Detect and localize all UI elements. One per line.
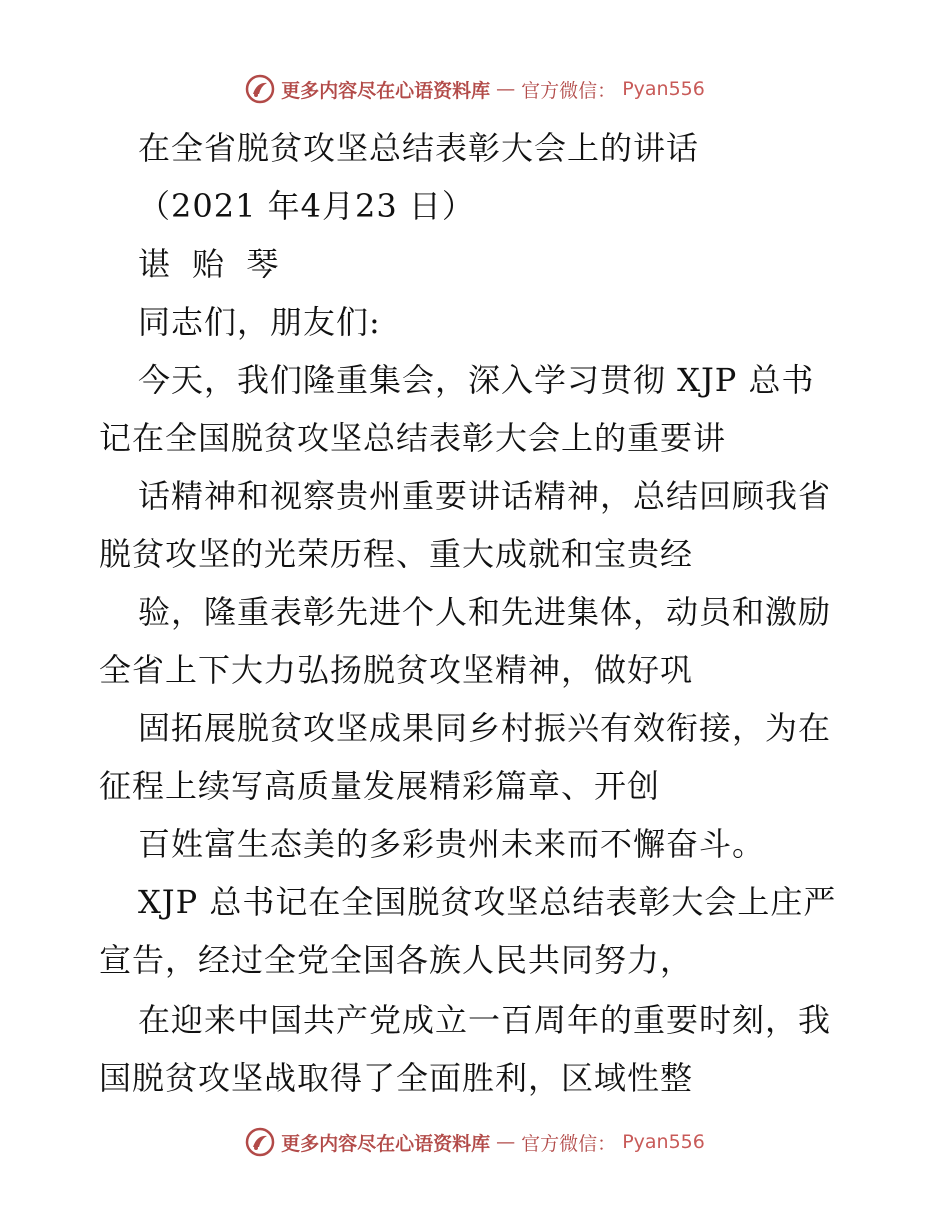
paragraph-line: 国脱贫攻坚战取得了全面胜利，区域性整 <box>99 1059 694 1097</box>
watermark-footer <box>0 1125 950 1159</box>
paragraph-line: 在迎来中国共产党成立一百周年的重要时刻，我 <box>138 1001 832 1039</box>
watermark-wechat-id: Pyan556 <box>622 78 705 100</box>
paragraph-line: 全省上下大力弘扬脱贫攻坚精神，做好巩 <box>99 651 694 689</box>
paragraph-line: 百姓富生态美的多彩贵州未来而不懈奋斗。 <box>138 825 766 863</box>
paragraph-line: 记在全国脱贫攻坚总结表彰大会上的重要讲 <box>99 419 727 457</box>
watermark-wechat-label: 官方微信： <box>521 1132 617 1155</box>
paragraph-line: 固拓展脱贫攻坚成果同乡村振兴有效衔接，为在 <box>138 709 832 747</box>
watermark-text: 更多内容尽在心语资料库 <box>281 79 491 102</box>
paragraph-line: XJP 总书记在全国脱贫攻坚总结表彰大会上庄严 <box>138 883 837 921</box>
watermark-dash: — <box>496 1131 516 1153</box>
brand-logo-icon <box>245 1127 275 1157</box>
watermark-wechat-label: 官方微信： <box>521 79 617 102</box>
brand-logo-icon <box>245 74 275 104</box>
document-date: （2021 年4月23 日） <box>138 187 475 225</box>
paragraph-line: 验，隆重表彰先进个人和先进集体，动员和激励 <box>138 593 832 631</box>
paragraph-line: 今天，我们隆重集会，深入学习贯彻 XJP 总书 <box>138 361 815 399</box>
paragraph-line: 征程上续写高质量发展精彩篇章、开创 <box>99 767 661 805</box>
paragraph-line: 话精神和视察贵州重要讲话精神，总结回顾我省 <box>138 477 832 515</box>
watermark-header <box>0 72 950 106</box>
watermark-wechat-id: Pyan556 <box>622 1131 705 1153</box>
paragraph-line: 脱贫攻坚的光荣历程、重大成就和宝贵经 <box>99 535 694 573</box>
document-title: 在全省脱贫攻坚总结表彰大会上的讲话 <box>138 129 700 167</box>
paragraph-line: 同志们，朋友们: <box>138 303 381 341</box>
watermark-dash: — <box>496 78 516 100</box>
watermark-text: 更多内容尽在心语资料库 <box>281 1132 491 1155</box>
paragraph-line: 宣告，经过全党全国各族人民共同努力， <box>99 941 694 979</box>
document-author: 谌 贻 琴 <box>138 245 285 283</box>
